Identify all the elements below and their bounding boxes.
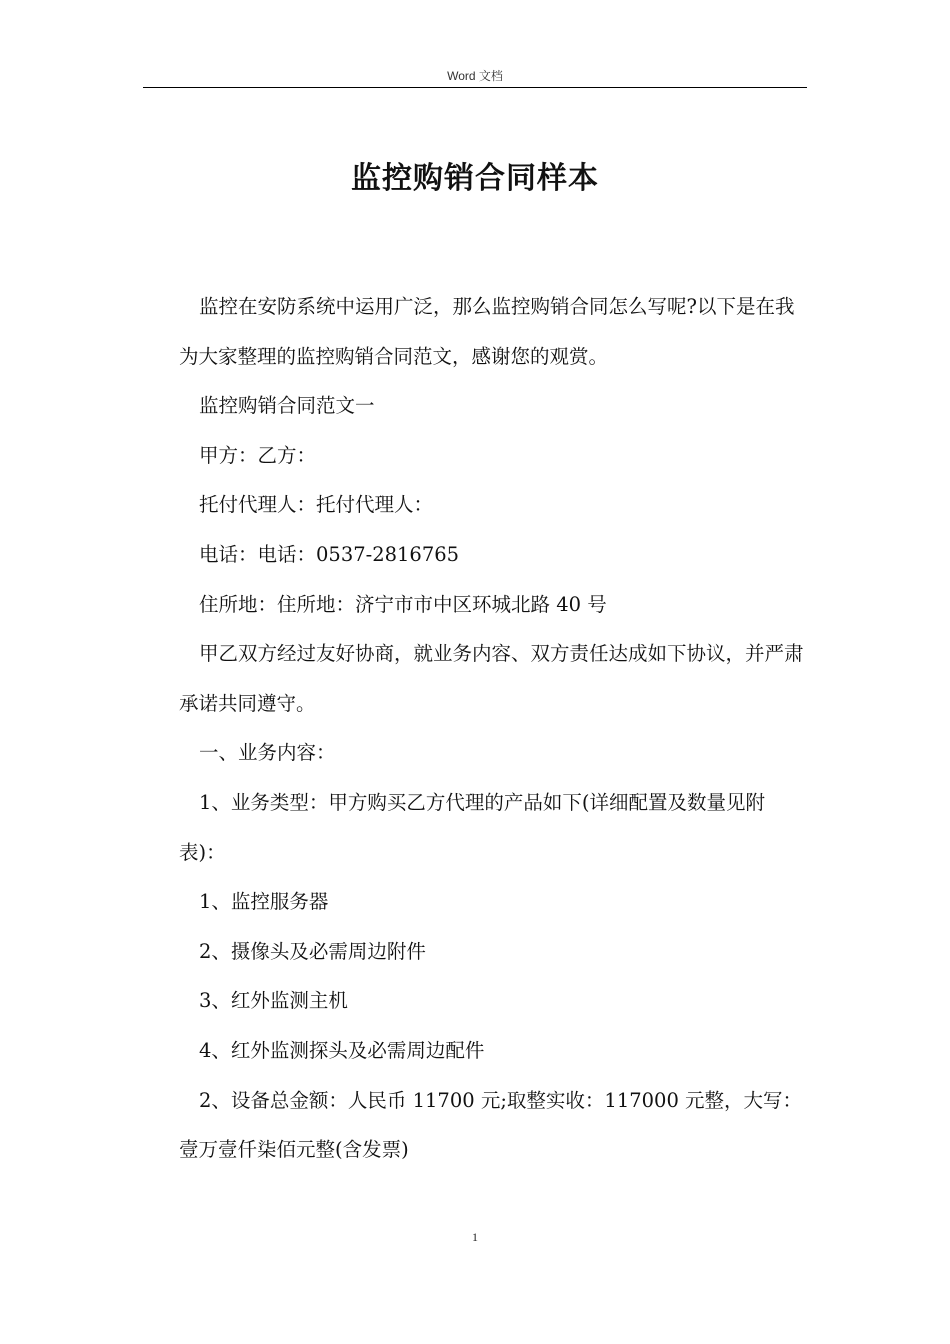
header-divider (143, 87, 807, 88)
paragraph-business-type: 1、业务类型：甲方购买乙方代理的产品如下(详细配置及数量见附表)： (179, 790, 766, 864)
paragraph-phone: 电话：电话：0537-2816765 (199, 542, 460, 566)
paragraph-agreement: 甲乙双方经过友好协商，就业务内容、双方责任达成如下协议，并严肃承诺共同遵守。 (179, 642, 804, 715)
list-item-server: 1、监控服务器 (199, 890, 329, 914)
list-item-camera: 2、摄像头及必需周边附件 (199, 939, 426, 963)
list-item-infrared-host: 3、红外监测主机 (199, 989, 348, 1013)
document-body (179, 282, 809, 1175)
page-number: 1 (472, 1230, 478, 1244)
paragraph-section-one: 一、业务内容： (199, 741, 336, 765)
paragraph-intro: 监控在安防系统中运用广泛，那么监控购销合同怎么写呢?以下是在我为大家整理的监控购销合同范文，感谢您的观赏。 (179, 295, 795, 368)
page-header-label: Word 文档 (447, 69, 503, 83)
paragraph-parties: 甲方：乙方： (199, 443, 317, 467)
list-item-infrared-probe: 4、红外监测探头及必需周边配件 (199, 1038, 485, 1062)
document-title: 监控购销合同样本 (351, 161, 599, 196)
paragraph-address: 住所地：住所地：济宁市市中区环城北路 40 号 (199, 592, 607, 616)
paragraph-sample-heading: 监控购销合同范文一 (199, 394, 375, 418)
paragraph-total-amount: 2、设备总金额：人民币 11700 元;取整实收：117000 元整，大写：壹万壹仟柒佰元整(含发票) (179, 1088, 803, 1162)
paragraph-agents: 托付代理人：托付代理人： (199, 493, 434, 517)
